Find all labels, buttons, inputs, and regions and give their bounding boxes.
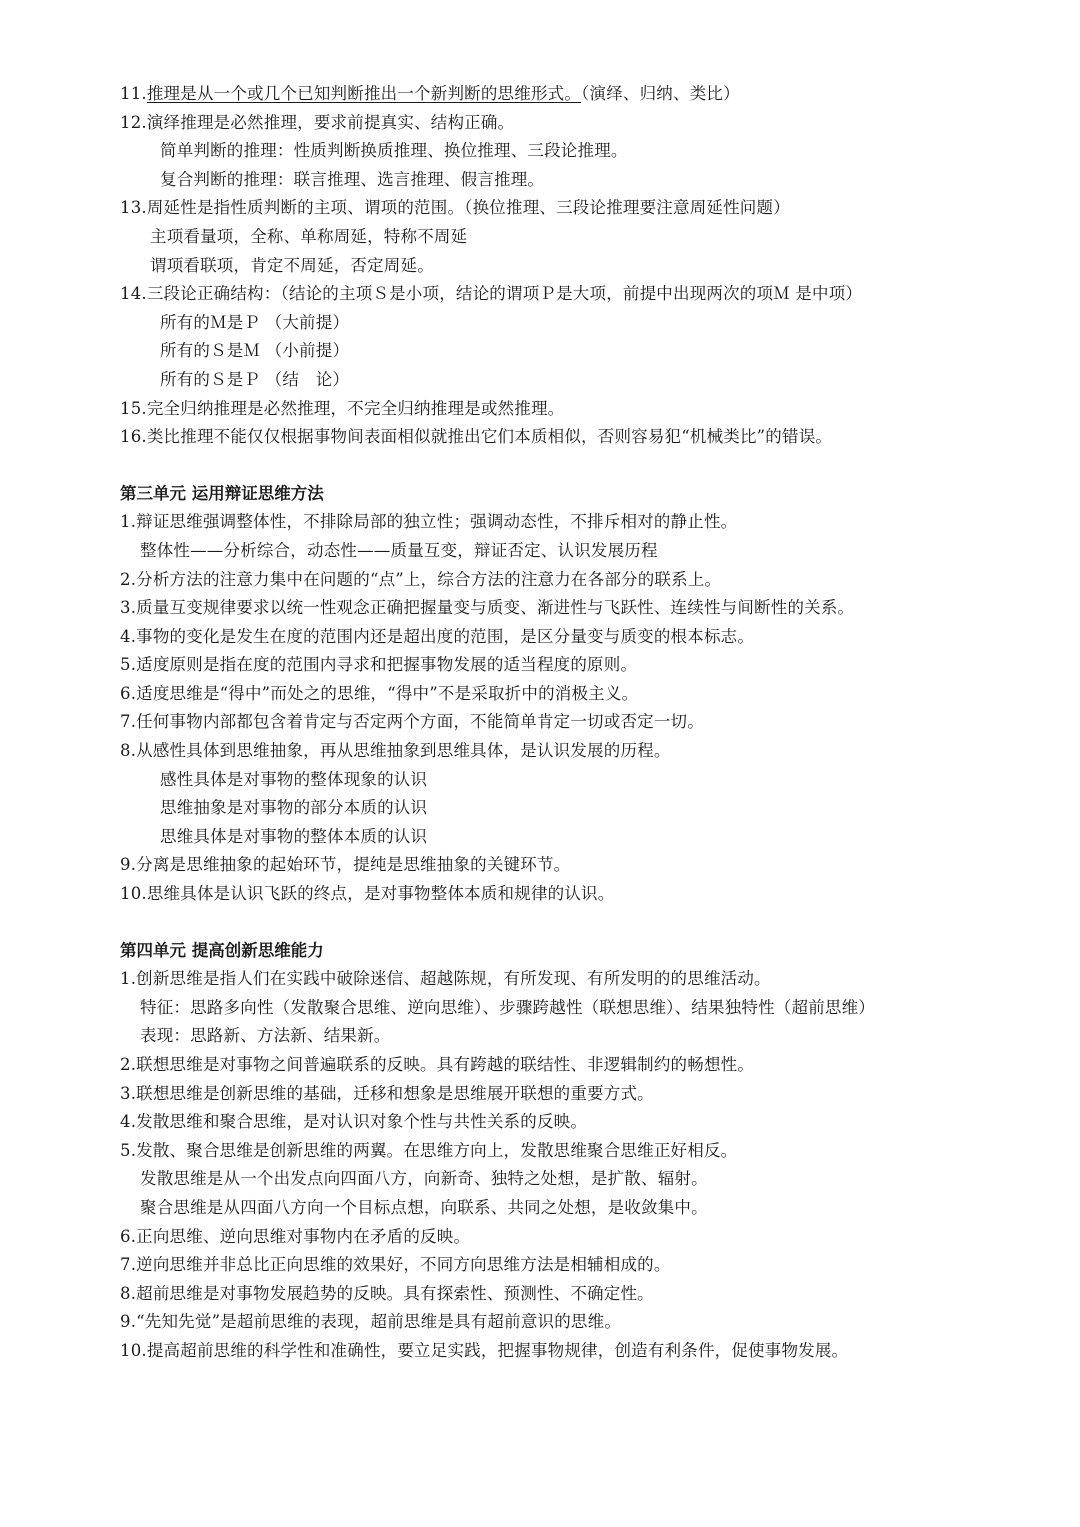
item-11-number: 11. xyxy=(120,84,147,103)
unit4-item-2: 2.联想思维是对事物之间普遍联系的反映。具有跨越的联结性、非逻辑制约的畅想性。 xyxy=(120,1055,755,1074)
unit3-item-3: 3.质量互变规律要求以统一性观念正确把握量变与质变、渐进性与飞跃性、连续性与间断性的关系。 xyxy=(120,598,855,618)
item-14: 14.三段论正确结构：（结论的主项Ｓ是小项，结论的谓项Ｐ是大项，前提中出现两次的项Ｍ 是中项） xyxy=(120,284,863,304)
unit3-item-1-sub: 整体性——分析综合，动态性——质量互变，辩证否定、认识发展历程 xyxy=(140,540,658,560)
unit3-item-5: 5.适度原则是指在度的范围内寻求和把握事物发展的适当程度的原则。 xyxy=(120,655,638,675)
document-page xyxy=(120,80,1020,1366)
unit3-item-8-sub-perceptual: 感性具体是对事物的整体现象的认识 xyxy=(160,769,428,789)
item-13-sub-subject: 主项看量项，全称、单称周延，特称不周延 xyxy=(150,226,468,246)
unit4-item-6: 6.正向思维、逆向思维对事物内在矛盾的反映。 xyxy=(120,1226,471,1246)
section-gap xyxy=(120,909,1020,937)
item-13-sub-predicate: 谓项看联项，肯定不周延，否定周延。 xyxy=(150,255,434,275)
item-14-minor-premise: 所有的Ｓ是Ｍ （小前提） xyxy=(160,341,350,361)
item-12-sub-simple: 简单判断的推理：性质判断换质推理、换位推理、三段论推理。 xyxy=(160,141,628,161)
unit4-item-4: 4.发散思维和聚合思维，是对认识对象个性与共性关系的反映。 xyxy=(120,1112,588,1132)
item-11-rest: （演绎、归纳、类比） xyxy=(581,84,740,103)
item-15: 15.完全归纳推理是必然推理，不完全归纳推理是或然推理。 xyxy=(120,398,565,418)
unit3-item-10: 10.思维具体是认识飞跃的终点，是对事物整体本质和规律的认识。 xyxy=(120,884,615,904)
section-gap xyxy=(120,452,1020,480)
unit3-item-2: 2.分析方法的注意力集中在问题的“点”上，综合方法的注意力在各部分的联系上。 xyxy=(120,569,722,589)
unit4-item-1-manifestation: 表现：思路新、方法新、结果新。 xyxy=(140,1026,391,1046)
unit4-item-9: 9.“先知先觉”是超前思维的表现，超前思维是具有超前意识的思维。 xyxy=(120,1312,622,1332)
unit4-item-5: 5.发散、聚合思维是创新思维的两翼。在思维方向上，发散思维聚合思维正好相反。 xyxy=(120,1140,738,1160)
item-11-underlined-text: 推理是从一个或几个已知判断推出一个新判断的思维形式。 xyxy=(146,84,582,103)
unit4-item-1: 1.创新思维是指人们在实践中破除迷信、超越陈规，有所发现、有所发明的的思维活动。 xyxy=(120,969,771,989)
item-11 xyxy=(120,80,1020,109)
unit4-heading: 第四单元 提高创新思维能力 xyxy=(120,940,324,960)
unit3-item-8: 8.从感性具体到思维抽象，再从思维抽象到思维具体，是认识发展的历程。 xyxy=(120,741,671,761)
unit4-item-5-divergent: 发散思维是从一个出发点向四面八方，向新奇、独特之处想，是扩散、辐射。 xyxy=(140,1169,708,1189)
unit4-item-7: 7.逆向思维并非总比正向思维的效果好，不同方向思维方法是相辅相成的。 xyxy=(120,1255,671,1275)
unit4-item-10: 10.提高超前思维的科学性和准确性，要立足实践，把握事物规律，创造有利条件，促使事物发展。 xyxy=(120,1340,849,1360)
item-12: 12.演绎推理是必然推理，要求前提真实、结构正确。 xyxy=(120,112,515,132)
unit3-heading: 第三单元 运用辩证思维方法 xyxy=(120,483,324,503)
unit4-item-3: 3.联想思维是创新思维的基础，迁移和想象是思维展开联想的重要方式。 xyxy=(120,1083,654,1103)
unit4-item-1-features: 特征：思路多向性（发散聚合思维、逆向思维）、步骤跨越性（联想思维）、结果独特性（超前思维） xyxy=(140,997,875,1017)
unit4-item-8: 8.超前思维是对事物发展趋势的反映。具有探索性、预测性、不确定性。 xyxy=(120,1283,654,1303)
unit4-item-5-convergent: 聚合思维是从四面八方向一个目标点想，向联系、共同之处想，是收敛集中。 xyxy=(140,1197,708,1217)
unit3-item-7: 7.任何事物内部都包含着肯定与否定两个方面，不能简单肯定一切或否定一切。 xyxy=(120,712,704,732)
item-16: 16.类比推理不能仅仅根据事物间表面相似就推出它们本质相似，否则容易犯“机械类比”的错误。 xyxy=(120,427,833,447)
unit3-item-9: 9.分离是思维抽象的起始环节，提纯是思维抽象的关键环节。 xyxy=(120,855,571,875)
item-14-major-premise: 所有的Ｍ是Ｐ （大前提） xyxy=(160,312,350,332)
unit3-item-1: 1.辩证思维强调整体性，不排除局部的独立性；强调动态性，不排斥相对的静止性。 xyxy=(120,512,738,532)
item-12-sub-compound: 复合判断的推理：联言推理、选言推理、假言推理。 xyxy=(160,169,545,189)
item-13: 13.周延性是指性质判断的主项、谓项的范围。（换位推理、三段论推理要注意周延性问题） xyxy=(120,198,790,218)
unit3-item-8-sub-abstract: 思维抽象是对事物的部分本质的认识 xyxy=(160,798,428,818)
item-14-conclusion: 所有的Ｓ是Ｐ （结 论） xyxy=(160,369,350,389)
unit3-item-6: 6.适度思维是“得中”而处之的思维，“得中”不是采取折中的消极主义。 xyxy=(120,683,639,703)
unit3-item-4: 4.事物的变化是发生在度的范围内还是超出度的范围，是区分量变与质变的根本标志。 xyxy=(120,626,755,646)
unit3-item-8-sub-concrete: 思维具体是对事物的整体本质的认识 xyxy=(160,826,428,846)
